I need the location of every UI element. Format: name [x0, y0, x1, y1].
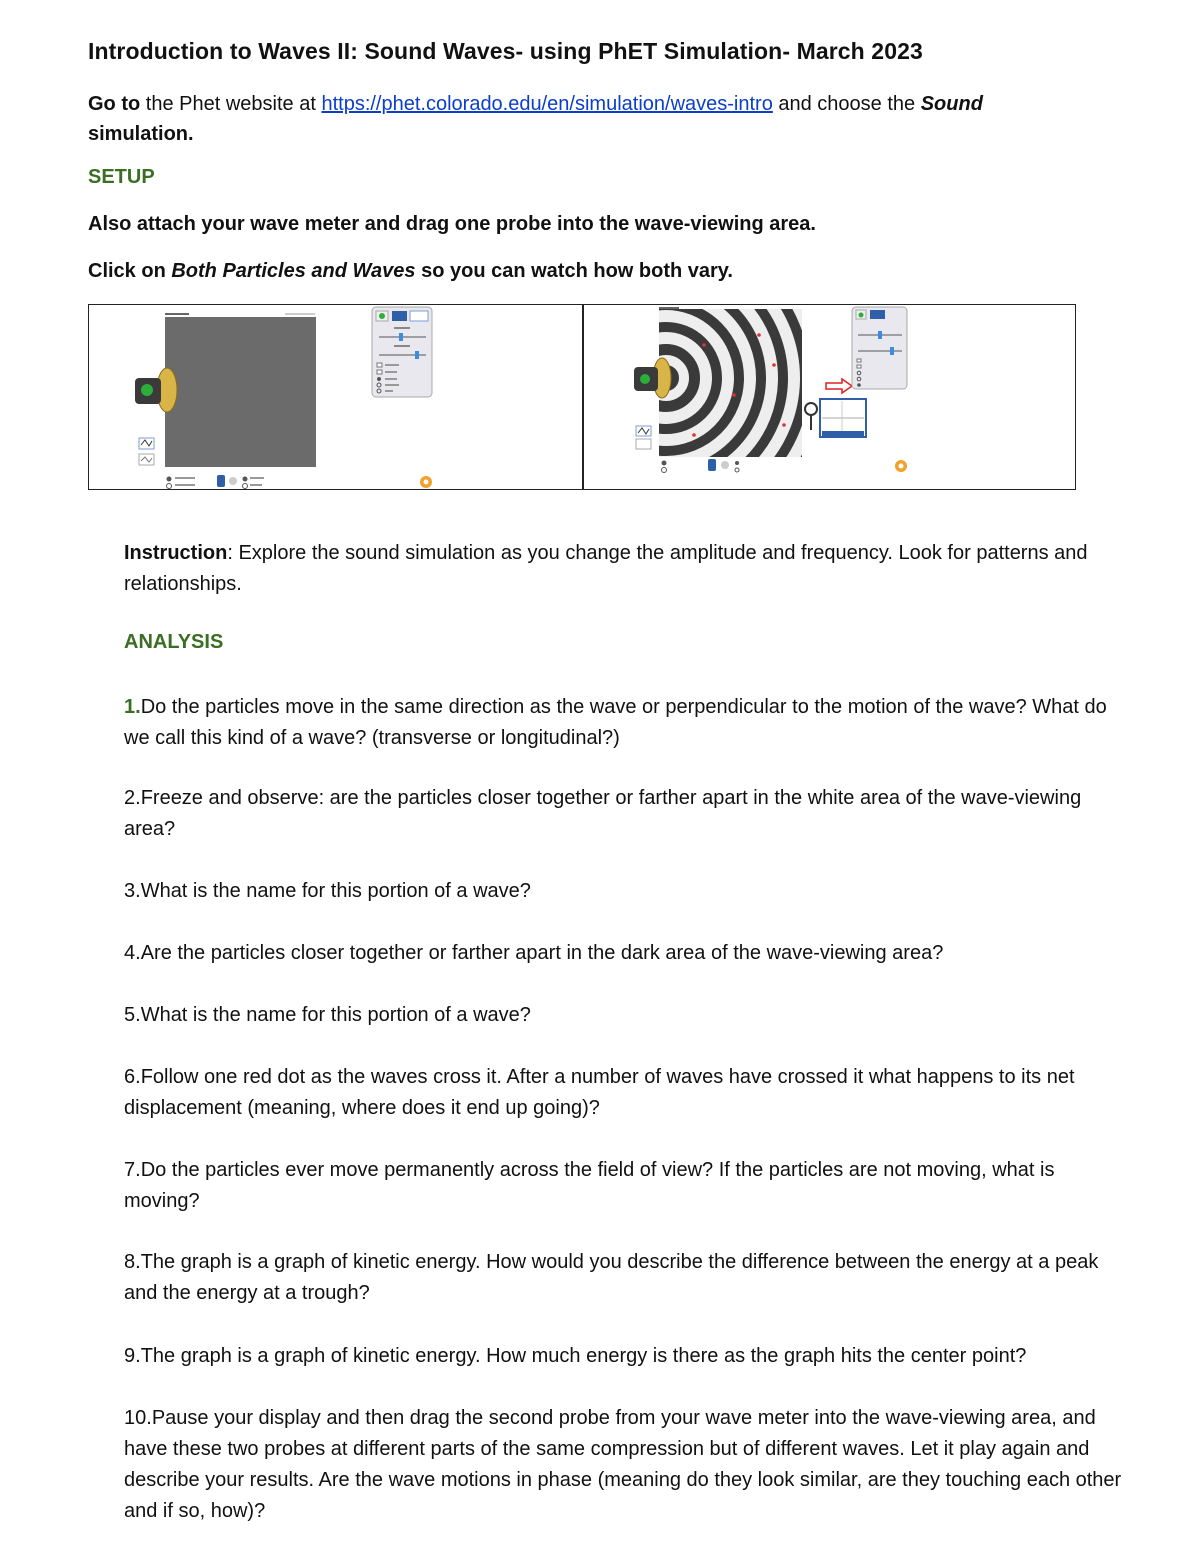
question-1-number: 1.	[124, 696, 141, 718]
question-8	[124, 1247, 1134, 1309]
question-10-number: 10.	[124, 1407, 152, 1429]
question-10	[124, 1403, 1134, 1527]
question-7-text: Do the particles ever move permanently across the field of view? If the particles are not moving, what is moving?	[124, 1159, 1055, 1212]
question-5-text: What is the name for this portion of a wave?	[140, 1004, 531, 1026]
setup-line-2b: Both Particles and Waves	[171, 260, 416, 282]
goto-lead: Go to	[88, 93, 141, 115]
setup-heading: SETUP	[88, 166, 155, 188]
question-8-number: 8.	[124, 1251, 141, 1273]
goto-text-1: the Phet website at	[140, 93, 322, 115]
question-9	[124, 1341, 1134, 1372]
question-5-number: 5.	[124, 1004, 141, 1026]
instruction-text: : Explore the sound simulation as you change the amplitude and frequency. Look for patterns and relationships.	[124, 542, 1088, 595]
instruction-label: Instruction	[124, 542, 228, 564]
sim-screenshot-left	[89, 305, 581, 489]
sim-screenshot-right	[584, 305, 1077, 489]
setup-line-2c: so you can watch how both vary.	[415, 260, 733, 282]
goto-text-2: and choose the	[772, 93, 921, 115]
sim-name: Sound	[920, 93, 983, 115]
goto-text-3: simulation.	[88, 123, 194, 145]
question-6-number: 6.	[124, 1066, 141, 1088]
question-9-text: The graph is a graph of kinetic energy. How much energy is there as the graph hits the center point?	[140, 1345, 1027, 1367]
question-5	[124, 1000, 1134, 1031]
question-1	[124, 692, 1134, 754]
question-2	[124, 783, 1134, 845]
question-3-number: 3.	[124, 880, 141, 902]
question-2-text: Freeze and observe: are the particles closer together or farther apart in the white area of the wave-viewing area?	[124, 787, 1082, 840]
question-4-text: Are the particles closer together or farther apart in the dark area of the wave-viewing area?	[140, 942, 944, 964]
setup-line-1: Also attach your wave meter and drag one probe into the wave-viewing area.	[88, 213, 816, 235]
question-8-text: The graph is a graph of kinetic energy. How would you describe the difference between the energy at a peak and the energy at a trough?	[124, 1251, 1099, 1304]
instruction-paragraph	[124, 538, 1134, 600]
question-10-text: Pause your display and then drag the second probe from your wave meter into the wave-viewing area, and have these two probes at different parts of the same compression but of different waves. Let it play again and describe your results. Are the wave motions in phase (meaning do they look similar, are they touching each other and if so, how)?	[124, 1407, 1122, 1522]
question-3-text: What is the name for this portion of a wave?	[140, 880, 531, 902]
simulation-screenshots-figure	[88, 304, 1076, 490]
question-7	[124, 1155, 1134, 1217]
question-9-number: 9.	[124, 1345, 141, 1367]
question-6	[124, 1062, 1134, 1124]
question-3	[124, 876, 1134, 907]
question-4	[124, 938, 1134, 969]
setup-line-2a: Click on	[88, 260, 172, 282]
question-4-number: 4.	[124, 942, 141, 964]
setup-line-2	[88, 260, 733, 283]
question-1-text: Do the particles move in the same direction as the wave or perpendicular to the motion of the wave? What do we call this kind of a wave? (transverse or longitudinal?)	[124, 696, 1107, 749]
question-7-number: 7.	[124, 1159, 141, 1181]
page-title: Introduction to Waves II: Sound Waves- using PhET Simulation- March 2023	[88, 38, 923, 64]
question-2-number: 2.	[124, 787, 141, 809]
phet-link[interactable]: https://phet.colorado.edu/en/simulation/waves-intro	[321, 93, 773, 115]
question-6-text: Follow one red dot as the waves cross it. After a number of waves have crossed it what happens to its net displacement (meaning, where does it end up going)?	[124, 1066, 1075, 1119]
goto-paragraph	[88, 89, 1098, 149]
analysis-heading: ANALYSIS	[124, 631, 224, 653]
